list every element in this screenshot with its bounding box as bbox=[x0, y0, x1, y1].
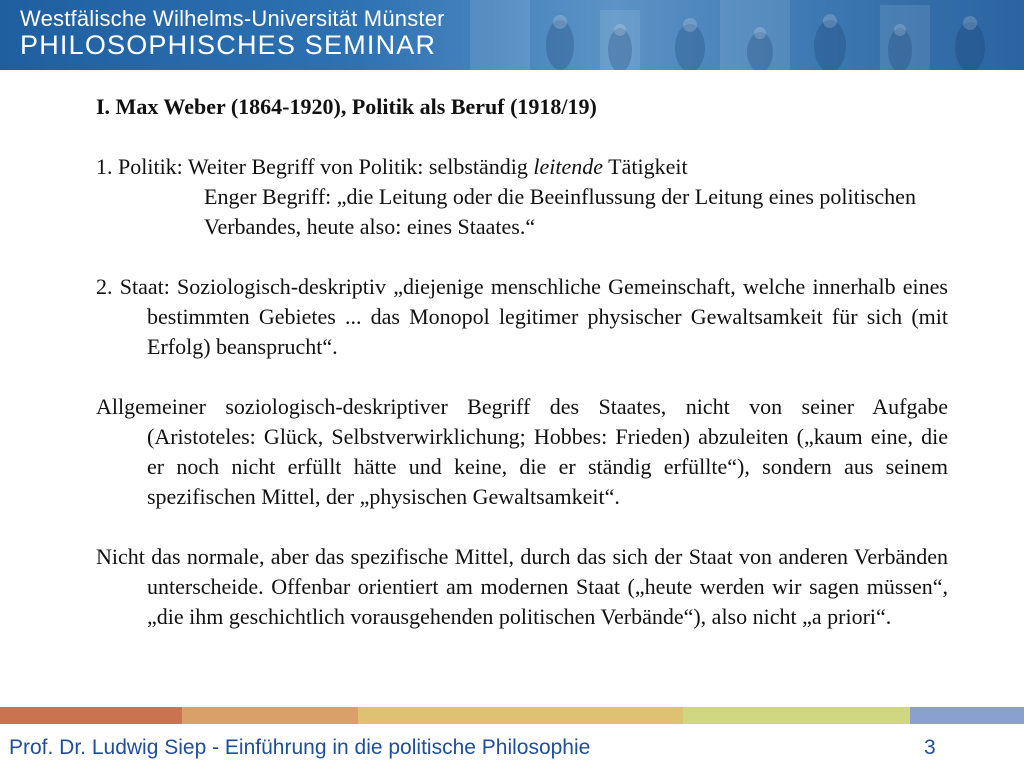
state-definition: 2. Staat: Soziologisch-deskriptiv „diejenige menschliche Gemeinschaft, welche innerhalb eines bestimmten Gebietes ... das Monopol legitimer physischer Gewaltsamkeit für sich (mit Erfolg) beansprucht“. bbox=[96, 274, 948, 359]
slide-header bbox=[0, 0, 1024, 70]
color-stripe-5 bbox=[910, 707, 1024, 724]
color-stripe-4 bbox=[683, 707, 910, 724]
color-stripe-3 bbox=[358, 707, 683, 724]
slide-title: I. Max Weber (1864-1920), Politik als Beruf (1918/19) bbox=[96, 94, 597, 119]
seminar-name: PHILOSOPHISCHES SEMINAR bbox=[20, 30, 437, 60]
color-stripe-1 bbox=[0, 707, 182, 724]
footer-lecture-title: Prof. Dr. Ludwig Siep - Einführung in die politische Philosophie bbox=[9, 736, 591, 759]
state-concept-paragraph: Allgemeiner soziologisch-deskriptiver Begriff des Staates, nicht von seiner Aufgabe (Aristoteles: Glück, Selbstverwirklichung; Hobbes: Frieden) abzuleiten („kaum eine, die er noch nicht erfüllt hätte und keine, die er ständig erfüllte“), sondern aus seinem spezifischen Mittel, der „physischen Gewaltsamkeit“. bbox=[96, 394, 948, 509]
specific-means-paragraph: Nicht das normale, aber das spezifische Mittel, durch das sich der Staat von anderen Verbänden unterscheide. Offenbar orientiert am modernen Staat („heute werden wir sagen müssen“, „die ihm geschichtlich vorausgehenden politischen Verbände“), also nicht „a priori“. bbox=[96, 544, 948, 629]
university-name: Westfälische Wilhelms-Universität Münster bbox=[20, 6, 445, 31]
color-stripe-2 bbox=[182, 707, 358, 724]
politics-definition-broad: 1. Politik: Weiter Begriff von Politik: selbständig leitende Tätigkeit bbox=[96, 154, 688, 179]
slide-body bbox=[96, 92, 948, 632]
page-number: 3 bbox=[924, 736, 936, 759]
slide-footer bbox=[0, 724, 1024, 768]
politics-definition-narrow: Enger Begriff: „die Leitung oder die Beeinflussung der Leitung eines politischen Verbandes, heute also: eines Staates.“ bbox=[204, 184, 916, 239]
